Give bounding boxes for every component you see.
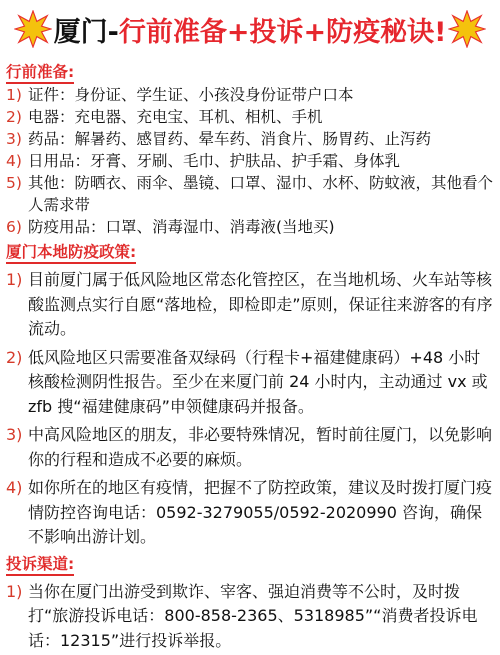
list-item: 4) 如你所在的地区有疫情，把握不了防控政策，建议及时拨打厦门疫情防控咨询电话：0592-3279055/0592-2020990 咨询，确保不影响出游计划。 <box>6 478 493 546</box>
star-burst-icon <box>448 10 486 48</box>
section-prep <box>6 62 494 238</box>
title-topic: 行前准备+投诉+防疫秘诀! <box>118 16 447 48</box>
title-bar <box>0 0 500 58</box>
list-item: 5) 其他：防晒衣、雨伞、墨镜、口罩、湿巾、水杯、防蚊液，其他看个人需求带 <box>6 174 494 214</box>
list-item: 2) 电器：充电器、充电宝、耳机、相机、手机 <box>6 108 323 126</box>
section-heading: 投诉渠道: <box>6 554 74 576</box>
section-heading: 行前准备: <box>6 62 74 84</box>
list-item: 3) 药品：解暑药、感冒药、晕车药、消食片、肠胃药、止泻药 <box>6 130 432 148</box>
list-item: 6) 防疫用品：口罩、消毒湿巾、消毒液(当地买) <box>6 218 335 236</box>
list-item: 3) 中高风险地区的朋友，非必要特殊情况，暂时前往厦门，以免影响你的行程和造成不必要的麻烦。 <box>6 425 493 469</box>
section-heading: 厦门本地防疫政策: <box>6 242 136 264</box>
list-item: 1) 证件：身份证、学生证、小孩没身份证带户口本 <box>6 86 354 104</box>
list-item: 4) 日用品：牙膏、牙刷、毛巾、护肤品、护手霜、身体乳 <box>6 152 401 170</box>
section-policy <box>6 242 494 550</box>
content <box>6 62 494 653</box>
list-item: 1) 目前厦门属于低风险地区常态化管控区，在当地机场、火车站等核酸监测点实行自愿“落地检，即检即走”原则，保证往来游客的有序流动。 <box>6 270 493 338</box>
star-burst-icon <box>14 10 52 48</box>
list-item: 1) 当你在厦门出游受到欺诈、宰客、强迫消费等不公时，及时拨打“旅游投诉电话：800-858-2365、5318985”“消费者投诉电话：12315”进行投诉举报。 <box>6 581 478 650</box>
list-item: 2) 低风险地区只需要准备双绿码（行程卡+福建健康码）+48 小时核酸检测阴性报告。至少在来厦门前 24 小时内，主动通过 vx 或 zfb 搜“福建健康码”申领健康码并报备。 <box>6 347 488 416</box>
page-title <box>54 10 447 49</box>
section-complaint <box>6 554 494 654</box>
title-place: 厦门- <box>53 16 119 48</box>
